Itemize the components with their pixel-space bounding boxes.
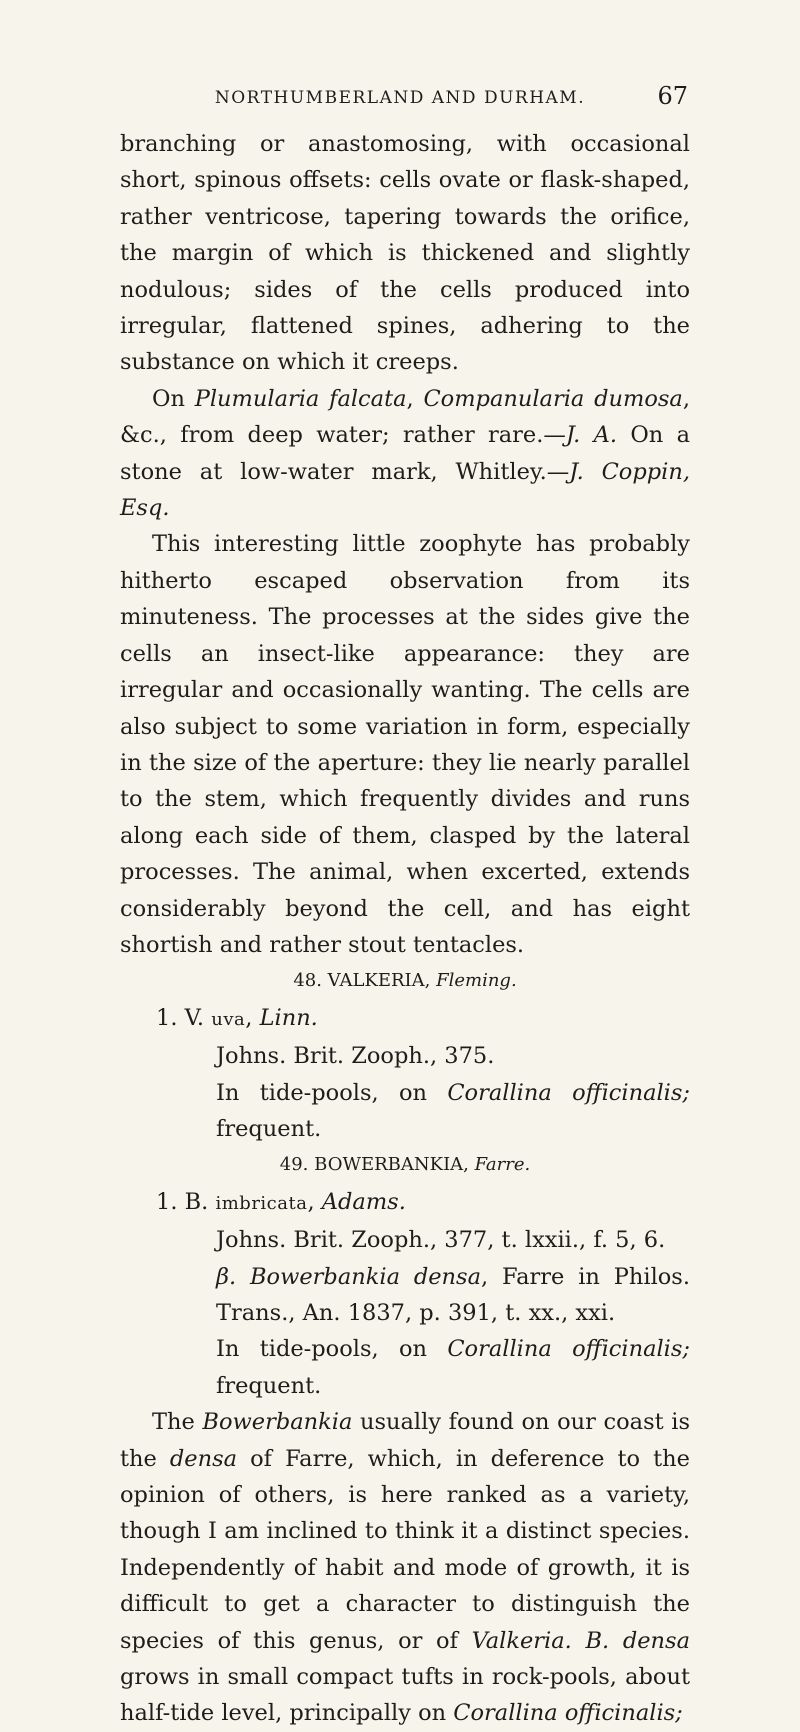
- species-reference: Johns. Brit. Zooph., 375.: [216, 1043, 495, 1070]
- text: ,: [307, 1188, 322, 1215]
- paragraph-habitat: [120, 381, 690, 527]
- taxon-densa: densa: [169, 1445, 238, 1472]
- variety-label: β.: [216, 1263, 251, 1290]
- taxon-bowerbankia: Bowerbankia: [202, 1409, 353, 1436]
- taxon-corallina: Corallina officinalis;: [453, 1700, 683, 1727]
- taxon-valkeria: Valkeria.: [471, 1627, 572, 1654]
- text: frequent.: [216, 1115, 322, 1142]
- species-habitat: [120, 1331, 690, 1404]
- variety-reference: , Farre in Philos. Trans., An. 1837, p. 391, t. xx., xxi.: [216, 1263, 691, 1326]
- text: ,: [245, 1004, 260, 1031]
- species-name: imbricata: [215, 1192, 308, 1214]
- taxon-campanularia: Companularia dumosa: [423, 385, 683, 412]
- variety-entry: [120, 1259, 690, 1332]
- genus-name: 48. VALKERIA,: [293, 970, 437, 992]
- species-reference: Johns. Brit. Zooph., 377, t. lxxii., f. 5, 6.: [216, 1227, 666, 1254]
- running-header: [120, 82, 688, 110]
- collector-name: J. Coppin, Esq.: [120, 458, 690, 522]
- text: On a stone at low-water mark, Whitley.—: [120, 422, 691, 485]
- text: The: [152, 1409, 203, 1436]
- taxon-plumularia: Plumularia falcata: [194, 385, 407, 412]
- species-entry-valkeria-uva: [120, 1000, 690, 1038]
- paragraph-remarks: This interesting little zoophyte has probably hitherto escaped observation from its minuteness. The processes at the sides give the cells an insect-like appearance: they are irregular and occasionally wanting. The cells are also subject to some variation in form, especially in the size of the aperture: they lie nearly parallel to the stem, which frequently divides and runs along each side of them, clasped by the lateral processes. The animal, when excerted, extends considerably beyond the cell, and has eight shortish and rather stout tentacles.: [120, 531, 690, 958]
- text: On: [152, 385, 195, 412]
- text: [572, 1628, 586, 1654]
- variety-name: Bowerbankia densa: [250, 1263, 482, 1290]
- text: In tide-pools, on: [216, 1079, 448, 1106]
- species-label: 1. B.: [156, 1188, 216, 1215]
- text: ,: [406, 385, 424, 412]
- paragraph-bowerbankia-remarks: [120, 1404, 690, 1732]
- taxon-b-densa: B. densa: [585, 1627, 690, 1654]
- text: frequent.: [216, 1372, 322, 1399]
- genus-heading-bowerbankia: [120, 1147, 690, 1183]
- genus-heading-valkeria: [120, 963, 690, 999]
- species-entry-bowerbankia-imbricata: [120, 1184, 690, 1222]
- page-body: [120, 126, 690, 1732]
- collector-initials: J. A.: [565, 422, 618, 449]
- species-label: 1. V.: [156, 1004, 212, 1031]
- text: of Farre, which, in deference to the opinion of others, is here ranked as a variety, though I am inclined to think it a distinct species. Independently of habit and mode of growth, it is difficult to get a character to distinguish the species of this genus, or of: [120, 1445, 690, 1654]
- genus-authority: Farre.: [474, 1154, 531, 1176]
- species-habitat: [120, 1075, 690, 1148]
- species-name: uva: [211, 1008, 246, 1030]
- text: In tide-pools, on: [216, 1336, 448, 1363]
- page-number: 67: [657, 82, 688, 110]
- host-name: Corallina officinalis;: [447, 1336, 690, 1363]
- genus-name: 49. BOWERBANKIA,: [279, 1154, 475, 1176]
- host-name: Corallina officinalis;: [447, 1079, 690, 1106]
- paragraph-description: branching or anastomosing, with occasional short, spinous offsets: cells ovate or flask-shaped, rather ventricose, tapering towards the orifice, the margin of which is thickened and slightly nodulous; sides of the cells produced into irregular, flattened spines, adhering to the substance on which it creeps.: [120, 131, 690, 376]
- species-authority: Linn.: [259, 1004, 318, 1031]
- text: usually found on our coast is the: [120, 1409, 690, 1472]
- running-title: NORTHUMBERLAND AND DURHAM.: [214, 88, 586, 108]
- text: , &c., from deep water; rather rare.—: [120, 385, 690, 449]
- species-authority: Adams.: [321, 1188, 406, 1215]
- genus-authority: Fleming.: [436, 970, 517, 992]
- text: grows in small compact tufts in rock-pools, about half-tide level, principally on: [120, 1664, 690, 1727]
